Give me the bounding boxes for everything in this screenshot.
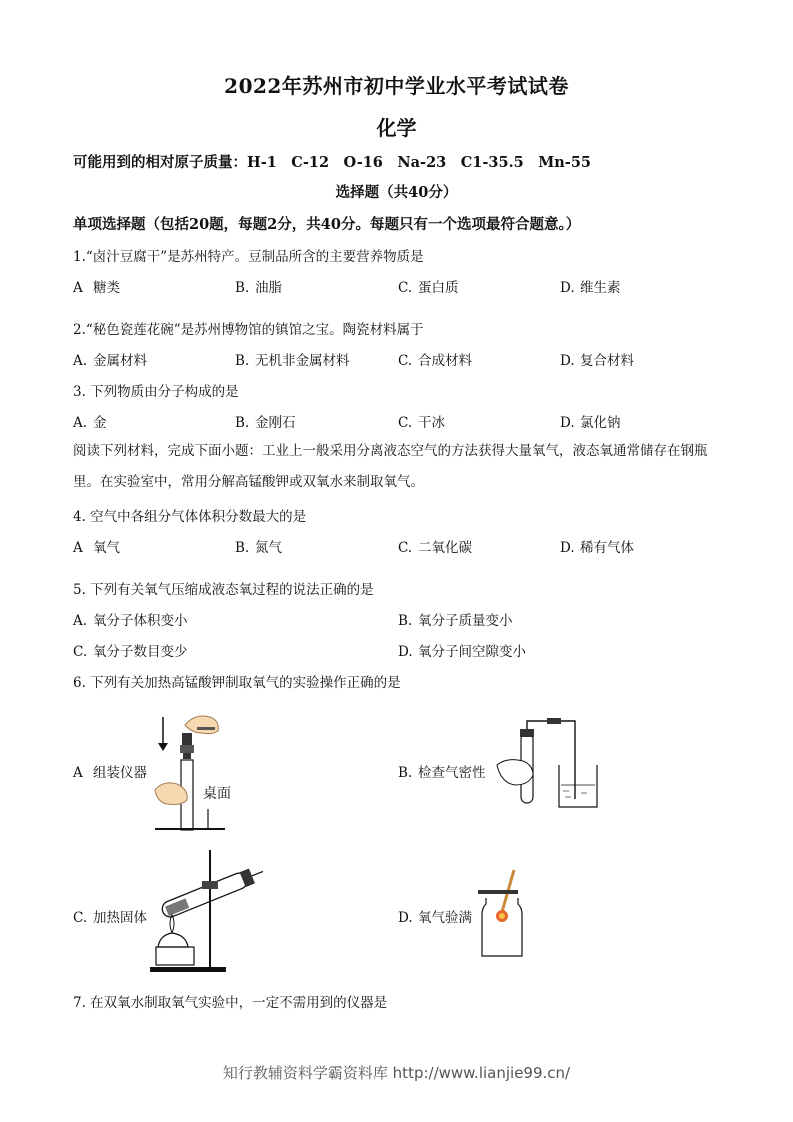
option-text: 维生素 — [580, 280, 621, 296]
figure-check-airtightness — [495, 715, 635, 810]
option-letter: B. — [398, 613, 413, 629]
question-3-stem: 3. 下列物质由分子构成的是 — [73, 384, 239, 400]
option-letter: D. — [560, 280, 575, 296]
q2-option-d — [560, 349, 634, 369]
q3-option-d — [560, 411, 621, 431]
q6-option-a — [73, 761, 147, 781]
q4-option-d — [560, 536, 634, 556]
reading-passage: 阅读下列材料，完成下面小题：工业上一般采用分离液态空气的方法获得大量氧气，液态氧通常储存在钢瓶里。在实验室中，常用分解高锰酸钾或双氧水来制取氧气。 — [73, 443, 708, 490]
q1-option-d — [560, 276, 621, 296]
option-text: 加热固体 — [93, 910, 147, 926]
option-text: 金属材料 — [93, 353, 147, 369]
option-letter: A. — [73, 613, 88, 629]
option-text: 氯化钠 — [580, 415, 621, 431]
option-letter: B. — [235, 540, 250, 556]
option-text: 蛋白质 — [418, 280, 459, 296]
option-letter: D. — [560, 415, 575, 431]
option-text: 干冰 — [418, 415, 445, 431]
q4-option-b — [235, 536, 282, 556]
q1-option-b — [235, 276, 282, 296]
question-5-stem: 5. 下列有关氧气压缩成液态氧过程的说法正确的是 — [73, 582, 374, 598]
subject-title: 化学 — [376, 116, 417, 140]
option-text: 氧气 — [93, 540, 120, 556]
q5-option-d — [398, 640, 526, 660]
q2-option-a — [73, 349, 147, 369]
option-letter: C. — [398, 415, 413, 431]
option-text: 氧分子质量变小 — [418, 613, 513, 629]
option-text: 金刚石 — [255, 415, 296, 431]
q4-option-a — [73, 536, 120, 556]
option-letter: D. — [398, 910, 413, 926]
option-text: 二氧化碳 — [418, 540, 472, 556]
option-text: 氧分子数目变少 — [93, 644, 188, 660]
section-heading: 选择题（共40分） — [335, 184, 458, 201]
option-letter: C. — [398, 280, 413, 296]
q3-option-a — [73, 411, 107, 431]
option-letter: A — [73, 765, 83, 781]
option-letter: A — [73, 540, 83, 556]
option-letter: B. — [235, 353, 250, 369]
option-letter: D. — [560, 540, 575, 556]
atomic-masses: 可能用到的相对原子质量：H-1 C-12 O-16 Na-23 C1-35.5 Mn-55 — [73, 154, 591, 171]
option-letter: B. — [398, 765, 413, 781]
question-1-stem: 1.“卤汁豆腐干”是苏州特产。豆制品所含的主要营养物质是 — [73, 249, 424, 265]
option-letter: A. — [73, 415, 88, 431]
question-7-stem: 7. 在双氧水制取氧气实验中，一定不需用到的仪器是 — [73, 995, 388, 1011]
option-letter: C. — [398, 353, 413, 369]
instruction: 单项选择题（包括20题，每题2分，共40分。每题只有一个选项最符合题意。） — [73, 216, 581, 233]
q6-option-c — [73, 906, 147, 926]
option-letter: A. — [73, 353, 88, 369]
figure-a-desk-label: 桌面 — [203, 786, 231, 802]
option-text: 氧气验满 — [418, 910, 472, 926]
q4-option-c — [398, 536, 472, 556]
option-letter: A — [73, 280, 83, 296]
option-letter: C. — [73, 910, 88, 926]
q3-option-c — [398, 411, 445, 431]
q5-option-b — [398, 609, 513, 629]
q5-option-a — [73, 609, 188, 629]
option-text: 稀有气体 — [580, 540, 634, 556]
q5-option-c — [73, 640, 188, 660]
option-text: 金 — [93, 415, 107, 431]
option-text: 油脂 — [255, 280, 282, 296]
exam-title: 2022年苏州市初中学业水平考试试卷 — [224, 74, 569, 98]
q1-option-c — [398, 276, 459, 296]
question-4-stem: 4. 空气中各组分气体体积分数最大的是 — [73, 509, 307, 525]
option-text: 无机非金属材料 — [255, 353, 350, 369]
q6-option-d — [398, 906, 472, 926]
q3-option-b — [235, 411, 296, 431]
page-footer: 知行教辅资料学霸资料库 http://www.lianjie99.cn/ — [222, 1064, 571, 1082]
question-2-stem: 2.“秘色瓷莲花碗”是苏州博物馆的镇馆之宝。陶瓷材料属于 — [73, 322, 424, 338]
option-letter: B. — [235, 280, 250, 296]
option-letter: D. — [398, 644, 413, 660]
figure-assemble-apparatus — [150, 705, 230, 835]
option-letter: C. — [398, 540, 413, 556]
option-text: 合成材料 — [418, 353, 472, 369]
option-text: 复合材料 — [580, 353, 634, 369]
q1-option-a — [73, 276, 120, 296]
option-letter: B. — [235, 415, 250, 431]
option-text: 检查气密性 — [418, 765, 486, 781]
option-letter: C. — [73, 644, 88, 660]
option-text: 糖类 — [93, 280, 120, 296]
figure-oxygen-full-test — [478, 868, 538, 963]
option-text: 氧分子体积变小 — [93, 613, 188, 629]
figure-heating-solid — [150, 845, 270, 975]
question-6-stem: 6. 下列有关加热高锰酸钾制取氧气的实验操作正确的是 — [73, 675, 401, 691]
option-text: 氧分子间空隙变小 — [418, 644, 526, 660]
option-letter: D. — [560, 353, 575, 369]
option-text: 氮气 — [255, 540, 282, 556]
q2-option-b — [235, 349, 350, 369]
q2-option-c — [398, 349, 472, 369]
q6-option-b — [398, 761, 486, 781]
option-text: 组装仪器 — [93, 765, 147, 781]
